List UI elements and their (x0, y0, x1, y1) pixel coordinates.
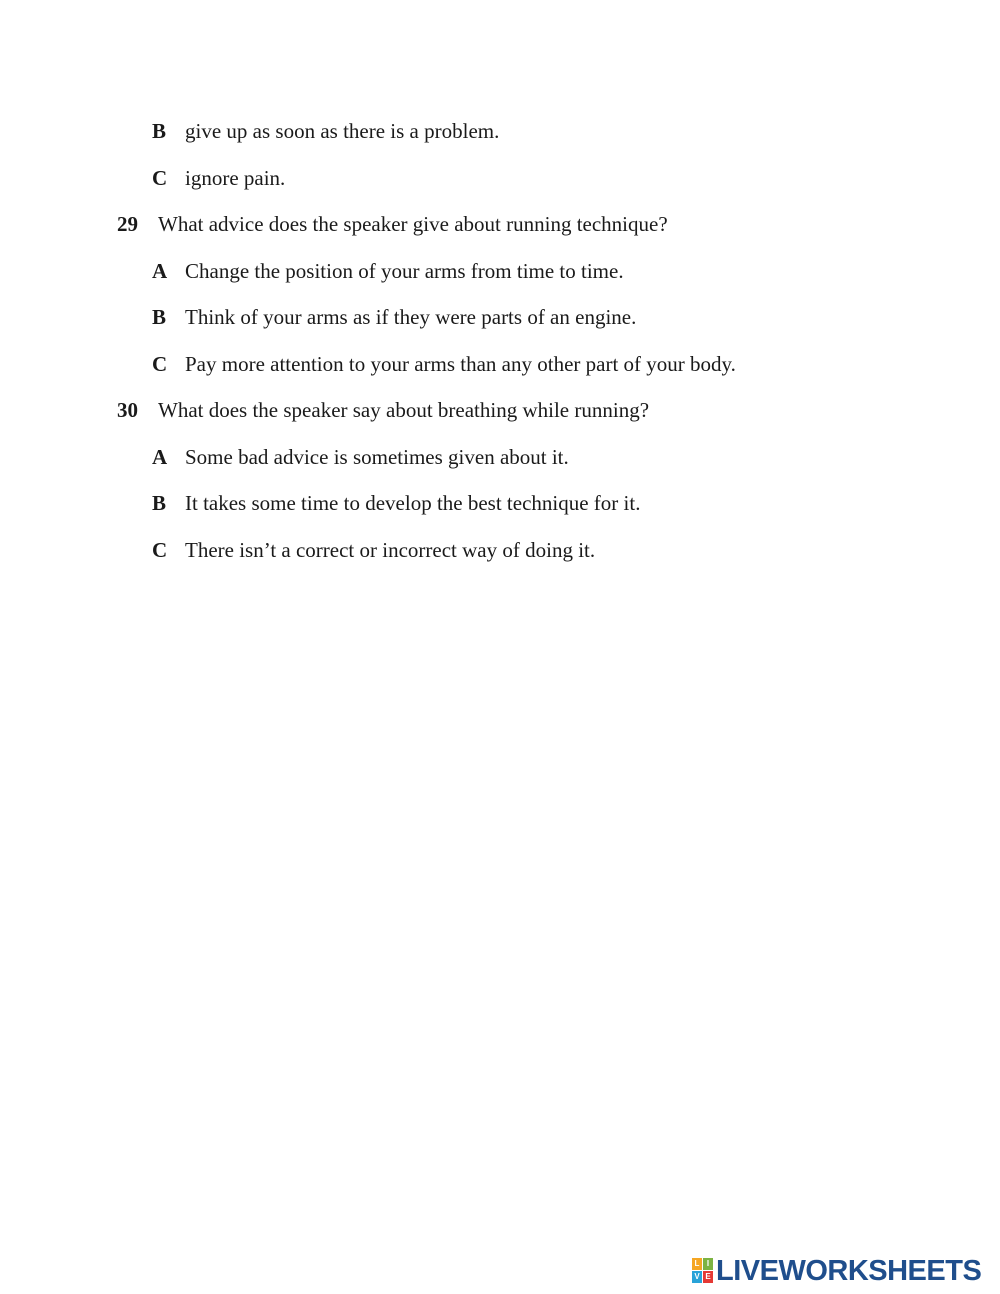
logo-mark-icon (692, 1258, 714, 1284)
option-letter: C (152, 352, 168, 376)
option-letter: C (152, 166, 168, 190)
question-text: What advice does the speaker give about running technique? (158, 212, 668, 236)
option-letter: C (152, 538, 168, 562)
option-text: ignore pain. (185, 166, 286, 190)
logo-mark-tile: E (703, 1271, 713, 1283)
option-letter: B (152, 119, 167, 143)
option-text: It takes some time to develop the best technique for it. (185, 491, 641, 515)
option-text: There isn’t a correct or incorrect way of doing it. (185, 538, 596, 562)
question-number: 30 (117, 398, 138, 422)
option-text: Some bad advice is sometimes given about it. (185, 445, 569, 469)
logo-text: LIVEWORKSHEETS (716, 1255, 982, 1287)
logo-mark-tile: L (692, 1258, 702, 1270)
option-text: Think of your arms as if they were parts of an engine. (185, 305, 637, 329)
option-letter: B (152, 305, 167, 329)
option-letter: A (152, 259, 168, 283)
option-text: Change the position of your arms from time to time. (185, 259, 624, 283)
option-letter: A (152, 445, 168, 469)
liveworksheets-logo (692, 1254, 992, 1288)
question-number: 29 (117, 212, 138, 236)
question-text: What does the speaker say about breathing while running? (158, 398, 650, 422)
option-text: Pay more attention to your arms than any other part of your body. (185, 352, 736, 376)
logo-mark-tile: I (703, 1258, 713, 1270)
option-text: give up as soon as there is a problem. (185, 119, 500, 143)
option-letter: B (152, 491, 167, 515)
logo-mark-tile: V (692, 1271, 702, 1283)
